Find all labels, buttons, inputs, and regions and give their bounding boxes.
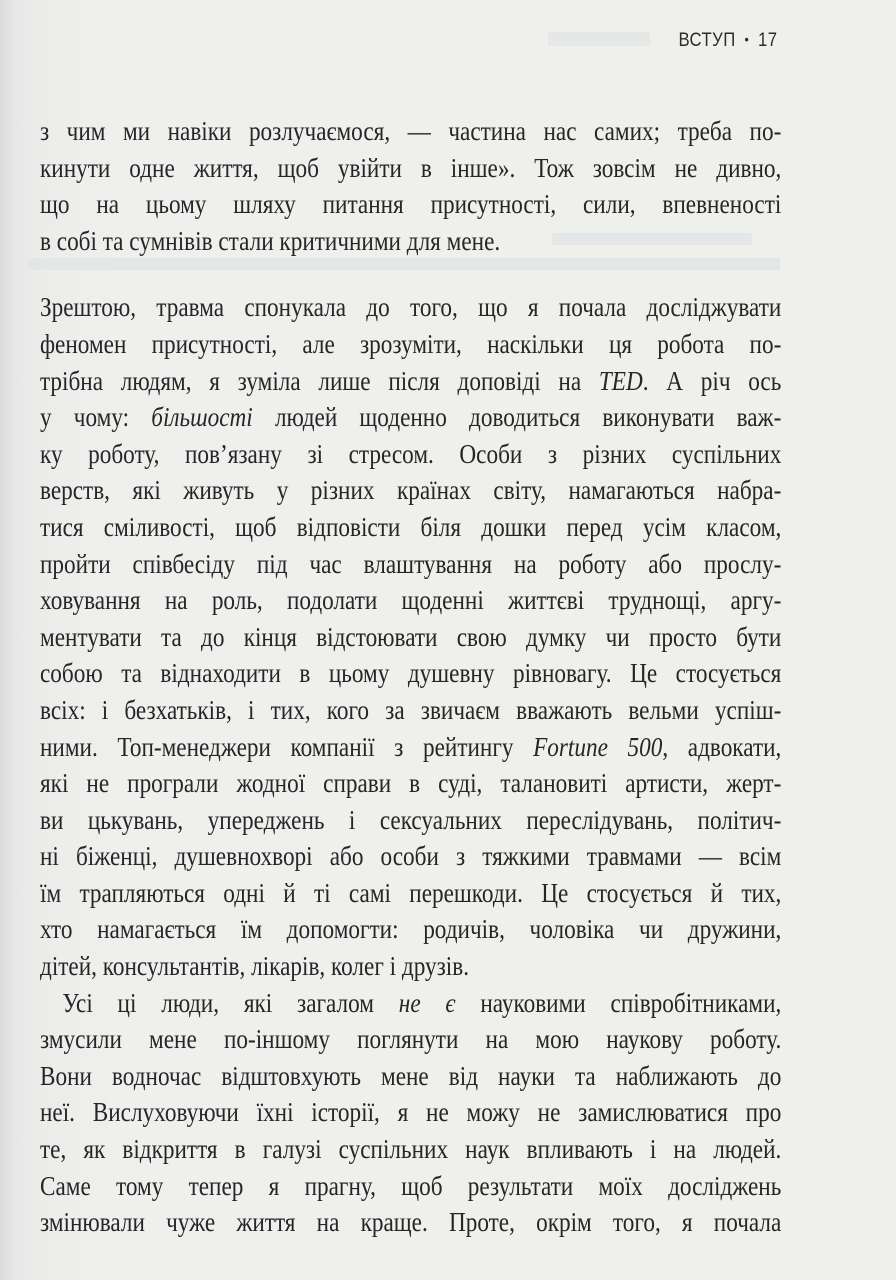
text-line [40,619,781,656]
text-span: . А річ ось [642,365,782,396]
paragraph [40,985,782,1241]
text-span: у чому: [40,402,152,433]
text-span: , адвокати, [662,731,782,762]
text-span: всіх: і безхатьків, і тих, кого за звичаєм вважають вельми успіш- [40,694,782,725]
text-line [40,1094,781,1131]
text-span: ховування на роль, подолати щоденні життєві труднощі, аргу- [40,585,782,616]
text-span: верств, які живуть у різних країнах світу, намагаються набра- [40,475,782,506]
paragraph-gap [40,259,782,289]
text-line [40,655,781,692]
text-span: Саме тому тепер я прагну, щоб результати моїх досліджень [40,1170,782,1201]
text-span: змусили мене по-іншому поглянути на мою наукову роботу. [40,1024,782,1055]
text-line [40,509,781,546]
page-number: 17 [758,30,778,51]
text-line [40,150,781,187]
text-line [40,289,781,326]
text-span: пройти співбесіду під час влаштування на роботу або прослу- [40,548,782,579]
text-line [40,729,781,766]
text-line [40,546,781,583]
text-span: змінювали чуже життя на краще. Проте, окрім того, я почала [40,1207,782,1238]
text-line [40,838,781,875]
italic-text: TED [598,365,643,396]
bullet-separator: • [744,31,750,47]
text-line [40,113,781,150]
text-line [40,1058,781,1095]
text-line [40,948,781,985]
text-line [40,399,781,436]
paragraph [40,113,782,259]
text-line [40,326,781,363]
text-line [40,802,781,839]
text-line [40,985,781,1022]
italic-text: не є [398,987,456,1018]
text-span: людей щоденно доводиться виконувати важ- [252,402,782,433]
text-span: що на цьому шляху питання присутності, сили, впевненості [40,189,782,220]
text-span: які не програли жодної справи в суді, талановиті артисти, жерт- [40,768,782,799]
text-line [40,1021,781,1058]
text-line [40,472,781,509]
text-line [40,186,781,223]
bleed-through-header [548,32,650,46]
text-span: феномен присутності, але зрозуміти, наскільки ця робота по- [40,328,782,359]
text-line [40,1168,781,1205]
text-line [40,582,781,619]
text-span: ні біженці, душевнохворі або особи з тяжкими травмами — всім [40,841,782,872]
text-line [40,911,781,948]
text-span: тися сміливості, щоб відповісти біля дошки перед усім класом, [40,511,782,542]
paragraph [40,289,782,984]
text-span: ку роботу, пов’язану зі стресом. Особи з різних суспільних [40,438,782,469]
text-span: Усі ці люди, які загалом [62,987,399,1018]
section-title: ВСТУП [678,30,737,51]
text-span: ви цькувань, упереджень і сексуальних переслідувань, політич- [40,804,782,835]
text-span: Зрештою, травма спонукала до того, що я почала досліджувати [40,292,782,323]
body-text [40,113,782,1241]
text-span: Вони водночас відштовхують мене від науки та наближають до [40,1060,782,1091]
text-line [40,875,781,912]
text-line [40,223,781,260]
text-span: в собі та сумнівів стали критичними для мене. [40,225,501,256]
text-span: ними. Топ-менеджери компанії з рейтингу [40,731,534,762]
text-span: дітей, консультантів, лікарів, колег і друзів. [40,951,470,982]
running-head [679,30,778,52]
italic-text: Fortune 500 [533,731,663,762]
text-span: ментувати та до кінця відстоювати свою думку чи просто бути [40,621,782,652]
italic-text: більшості [151,402,253,433]
text-line [40,765,781,802]
text-span: з чим ми навіки розлучаємося, — частина нас самих; треба по- [40,116,782,146]
text-span: кинути одне життя, щоб увійти в інше». Тож зовсім не дивно, [40,152,782,183]
text-span: те, як відкриття в галузі суспільних наук впливають і на людей. [40,1134,782,1165]
text-span: науковими співробітниками, [455,987,782,1018]
text-span: їм трапляються одні й ті самі перешкоди. Це стосується й тих, [40,877,782,908]
text-line [40,436,781,473]
text-line [40,363,781,400]
text-line [40,692,781,729]
text-span: хто намагається їм допомогти: родичів, чоловіка чи дружини, [40,914,782,945]
text-span: неї. Вислуховуючи їхні історії, я не можу не замислюватися про [40,1097,782,1128]
text-line [40,1131,781,1168]
text-span: трібна людям, я зуміла лише після доповіді на [40,365,599,396]
text-span: собою та віднаходити в цьому душевну рівновагу. Це стосується [40,658,782,689]
text-line [40,1204,781,1241]
